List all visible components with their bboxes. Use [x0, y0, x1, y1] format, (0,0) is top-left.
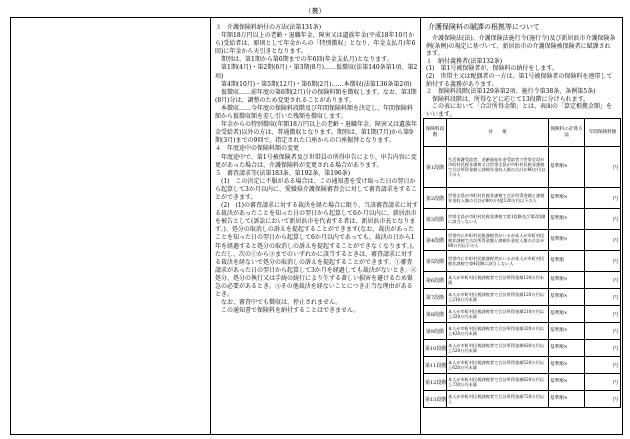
amount-cell: 円: [585, 391, 621, 408]
target-cell: 世帯内に市町村民税課税者がいるが本人が市町村民税非課税で第4段階に該当しない人: [447, 251, 549, 272]
page-label: （裏）: [304, 7, 326, 15]
target-cell: 本人が市町村民税課税者で合計所得金額720万円以上: [447, 391, 549, 408]
level-cell: 第12段階: [424, 374, 447, 391]
calc-cell: 基準額: [549, 251, 585, 272]
level-cell: 第13段階: [424, 391, 447, 408]
target-cell: 本人が市町村民税課税者で合計所得金額120万円未満: [447, 272, 549, 289]
calc-cell: 基準額×: [549, 272, 585, 289]
calc-cell: 基準額×: [549, 340, 585, 357]
header-target: 対 象: [447, 119, 549, 147]
table-row: [424, 306, 621, 323]
calc-cell: 基準額×: [549, 306, 585, 323]
amount-cell: 円: [585, 340, 621, 357]
basis-intro: 介護保険法(法)、介護保険法施行令(施行令)及び新居浜市介護保険条例(条例)の規定に基づいて、新居浜市の介護保険被保険者に賦課されます。: [426, 35, 616, 58]
section-5-heading: ５ 審査請求等(法第183条、第192条、第196条): [215, 169, 351, 177]
table-row: [424, 340, 621, 357]
table-row: [424, 391, 621, 408]
basis-section: [426, 35, 616, 119]
table-row: [424, 147, 621, 188]
level-cell: 第6段階: [424, 272, 447, 289]
table-row: [424, 323, 621, 340]
table-row: [424, 289, 621, 306]
premium-level-table: [423, 118, 621, 408]
collection-period-paragraph: 第1期(4月)・第2期(6月)・第3期(8月)……仮徴収(法第140条第1項、第2項) 第4期(10月)・第5期(12月)・第6期(2月)……本徴収(法第136条第2項): [215, 64, 418, 88]
level-cell: 第7段階: [424, 289, 447, 306]
target-cell: 本人が市町村民税課税者で合計所得金額420万円以上520万円未満: [447, 340, 549, 357]
levels-paragraph: ２ 保険料段階(法第129条第2項、施行令第38条、条例第5条) 保険料段階は、所得などに応じて13段階に分けられます。 この表において「合計所得金額」とは、表面の「算定根拠金額」をいいます。: [426, 88, 613, 118]
table-row: [424, 230, 621, 251]
calc-cell: 基準額×: [549, 147, 585, 188]
target-cell: 本人が市町村民税課税者で合計所得金額210万円以上320万円未満: [447, 306, 549, 323]
table-row: [424, 188, 621, 209]
calc-cell: 基準額×: [549, 188, 585, 209]
level-cell: 第9段階: [424, 323, 447, 340]
obligor-heading: １ 納付義務者(法第132条): [426, 57, 503, 65]
table-row: [424, 272, 621, 289]
calc-cell: 基準額×: [549, 209, 585, 230]
appeal-item-1: (1) この決定に不服がある場合は、この通知書を受け取った日の翌日から起算して3か月以内に、愛媛県介護保険審査会に対して審査請求をすることができます。: [215, 177, 417, 201]
calc-cell: 基準額×: [549, 357, 585, 374]
target-cell: 本人が市町村民税課税者で合計所得金額620万円以上720万円未満: [447, 374, 549, 391]
level-cell: 第2段階: [424, 188, 447, 209]
header-level: 保険料段階: [424, 119, 447, 147]
appeal-item-2: (2) (1)の審査請求に対する裁決を経た場合に限り、当該審査請求に対する裁決があったことを知った日の翌日から起算して6か月以内に、新居浜市を被告として(訴訟において新居浜市を代表する者は、新居浜市長となります。)、処分の取消しの訴えを提起することができます(なお、裁決があったことを知った日の翌日から起算して6か月以内であっても、裁決の日から1年を経過すると処分の取消しの訴えを提起することができなくなります。)。ただし、次の①から③までのいずれかに該当するときは、審査請求に対する裁決を経ないで処分の取消しの訴えを提起することができます。①審査請求があった日の翌日から起算して3か月を経過しても裁決がないとき。②処分、処分の執行又は手続の続行により生ずる著しい損害を避けるため緊急の必要があるとき。③その他裁決を経ないことにつき正当な理由があるとき。 なお、審査中でも徴収は、停止されません。 この通知書で保険料を納付することはできません。: [215, 202, 418, 315]
header-annual: 年間保険料額: [585, 119, 621, 147]
amount-cell: 円: [585, 272, 621, 289]
main-collection-paragraph: 本徴収……今年度の保険料段階及び年間保険料額を決定し、年間保険料額から仮徴収額を差し引いた残額を徴収します。 年金からの特別徴収(年額18万円以上の老齢・退職年金、障害又は遺族年金受給者)以外の方は、普通徴収となります。期別は、第1期(7月)から第9期(3月)までの9回で、指定された口座からの口座振替となります。: [215, 104, 417, 145]
level-cell: 第11段階: [424, 357, 447, 374]
amount-cell: 円: [585, 251, 621, 272]
calc-cell: 基準額×: [549, 391, 585, 408]
blank-left-column: [10, 17, 211, 435]
calc-cell: 基準額×: [549, 323, 585, 340]
provisional-collection-paragraph: 仮徴収……前年度の第6期(2月)分の保険料額を徴収します。なお、第3期(8月)分は、調整のため変更されることがあります。: [215, 88, 417, 104]
section-3-heading: ３ 介護保険料納付の方法(法第131条): [215, 24, 322, 31]
target-cell: 世帯全員が市町村民税非課税で第1段階及び第2段階に該当しない人: [447, 209, 549, 230]
amount-cell: 円: [585, 374, 621, 391]
target-cell: 本人が市町村民税課税者で合計所得金額320万円以上420万円未満: [447, 323, 549, 340]
calc-cell: 基準額×: [549, 374, 585, 391]
table-row: [424, 251, 621, 272]
amount-cell: 円: [585, 209, 621, 230]
right-title: 介護保険料の賦課の根拠等について: [428, 23, 540, 31]
level-cell: 第10段階: [424, 340, 447, 357]
table-header-row: [424, 119, 621, 147]
level-cell: 第3段階: [424, 209, 447, 230]
level-cell: 第1段階: [424, 147, 447, 188]
target-cell: 世帯全員が市町村民税非課税で合計所得金額と課税年金収入額の合計が80万円超120万円以下の人: [447, 188, 549, 209]
obligor-item-2: (2) 世帯主又は配偶者の一方は、第1号被保険者の保険料を連帯して納付する義務があります。: [426, 72, 613, 88]
calc-cell: 基準額×: [549, 289, 585, 306]
table-row: [424, 209, 621, 230]
amount-cell: 円: [585, 230, 621, 251]
obligor-item-1: (1) 第1号被保険者が、保険料の納付をします。: [426, 65, 558, 73]
section-4-paragraph: ４ 年度途中の保険料額の変更 年度途中で、第1号被保険者及び世帯員の所得申告により、申告内容に変更があった場合は、介護保険料が変更される場合があります。: [215, 145, 417, 169]
amount-cell: 円: [585, 188, 621, 209]
amount-cell: 円: [585, 289, 621, 306]
target-cell: 世帯内に市町村民税課税者がいるが本人が市町村民税非課税で合計所得金額と課税年金収入額の合計が80万円以下の人: [447, 230, 549, 251]
amount-cell: 円: [585, 323, 621, 340]
target-cell: 生活保護受給者、老齢福祉年金受給者で世帯全員が市町村民税非課税又は世帯全員が市町村民税非課税で合計所得金額と課税年金収入額の合計が80万円以下の人: [447, 147, 549, 188]
table-row: [424, 374, 621, 391]
target-cell: 本人が市町村民税課税者で合計所得金額520万円以上620万円未満: [447, 357, 549, 374]
level-cell: 第5段階: [424, 251, 447, 272]
level-cell: 第4段階: [424, 230, 447, 251]
table-row: [424, 357, 621, 374]
header-calc: 保険料の計算方法: [549, 119, 585, 147]
amount-cell: 円: [585, 357, 621, 374]
level-cell: 第8段階: [424, 306, 447, 323]
target-cell: 本人が市町村民税課税者で合計所得金額120万円以上210万円未満: [447, 289, 549, 306]
calc-cell: 基準額×: [549, 230, 585, 251]
amount-cell: 円: [585, 147, 621, 188]
amount-cell: 円: [585, 306, 621, 323]
special-collection-paragraph: 年額18万円以上の老齢・退職年金、障害又は遺族年金(平成18年10月から)受給者は、原則として年金からの「特別徴収」となり、年金支払月(年6回)に年金から天引きとなります。 期別は、第1期から第6期までの年6回(年金支払月)となります。: [215, 32, 416, 64]
payment-method-section: [215, 24, 418, 315]
